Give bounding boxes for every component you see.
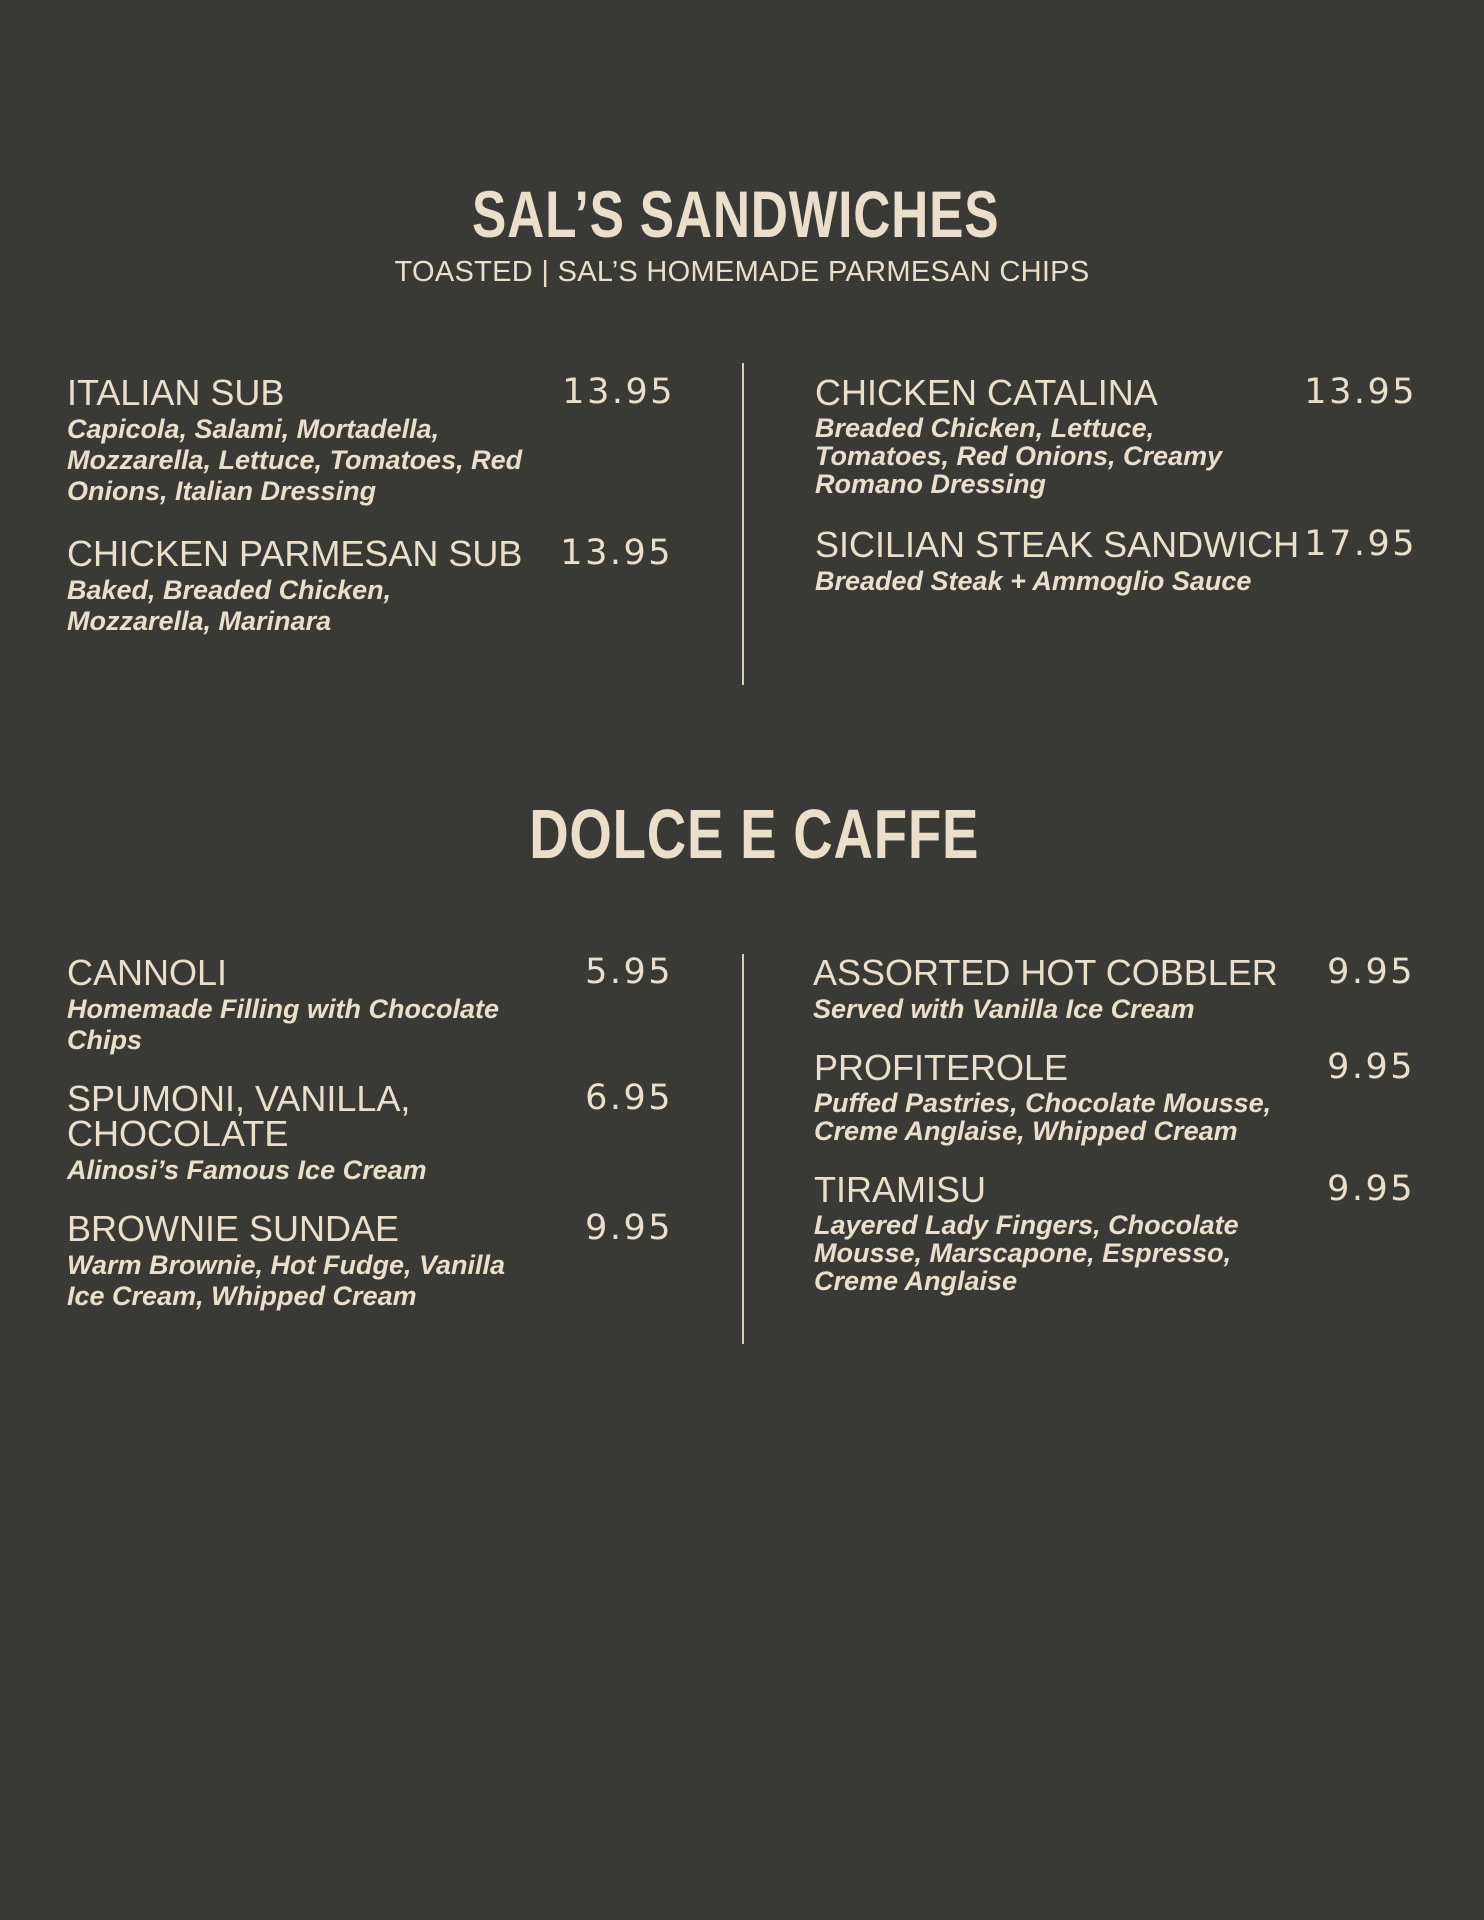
menu-item-italian-sub	[67, 372, 675, 507]
item-description: Puffed Pastries, Chocolate Mousse, Creme Anglaise, Whipped Cream	[814, 1088, 1272, 1146]
item-name: CHICKEN CATALINA	[815, 372, 1158, 413]
item-description: Breaded Steak + Ammoglio Sauce	[815, 566, 1252, 596]
item-description: Baked, Breaded Chicken, Mozzarella, Marinara	[67, 575, 392, 636]
item-name: ITALIAN SUB	[67, 372, 285, 413]
item-price: 5.95	[585, 952, 673, 992]
item-name: BROWNIE SUNDAE	[67, 1208, 400, 1249]
menu-item-chicken-catalina	[815, 372, 1417, 499]
item-description: Capicola, Salami, Mortadella, Mozzarella, Lettuce, Tomatoes, Red Onions, Italian Dressing	[67, 414, 523, 506]
dolce-title: DOLCE E CAFFE	[529, 795, 980, 873]
item-price: 6.95	[585, 1078, 673, 1118]
item-price: 17.95	[1304, 524, 1417, 564]
item-price: 13.95	[560, 533, 673, 573]
item-name: CANNOLI	[67, 952, 228, 993]
item-description: Alinosi’s Famous Ice Cream	[67, 1155, 427, 1185]
item-price: 9.95	[1327, 952, 1415, 992]
menu-item-cannoli	[67, 952, 673, 1056]
item-description: Warm Brownie, Hot Fudge, Vanilla Ice Cream, Whipped Cream	[67, 1250, 506, 1311]
sandwiches-column-divider	[742, 363, 744, 685]
menu-item-spumoni	[67, 1078, 673, 1186]
item-price: 9.95	[585, 1208, 673, 1248]
item-price: 13.95	[1304, 372, 1417, 412]
menu-item-profiterole	[814, 1047, 1415, 1146]
item-description: Served with Vanilla Ice Cream	[813, 994, 1195, 1024]
menu-item-sicilian-steak-sandwich	[815, 524, 1417, 597]
dolce-column-divider	[742, 954, 744, 1344]
item-description: Layered Lady Fingers, Chocolate Mousse, Marscapone, Espresso, Creme Anglaise	[814, 1210, 1239, 1296]
item-name: SICILIAN STEAK SANDWICH	[815, 524, 1300, 565]
item-name: PROFITEROLE	[814, 1047, 1069, 1088]
menu-item-assorted-hot-cobbler	[813, 952, 1415, 1025]
item-description: Breaded Chicken, Lettuce, Tomatoes, Red Onions, Creamy Romano Dressing	[815, 413, 1223, 499]
menu-item-chicken-parmesan-sub	[67, 533, 673, 637]
item-price: 9.95	[1327, 1047, 1415, 1087]
sandwiches-subtitle: TOASTED | SAL’S HOMEMADE PARMESAN CHIPS	[394, 256, 1090, 288]
menu-item-brownie-sundae	[67, 1208, 673, 1312]
item-price: 9.95	[1327, 1169, 1415, 1209]
menu-item-tiramisu	[814, 1169, 1415, 1296]
item-name: SPUMONI, VANILLA, CHOCOLATE	[67, 1078, 411, 1154]
item-name: CHICKEN PARMESAN SUB	[67, 533, 523, 574]
item-name: ASSORTED HOT COBBLER	[813, 952, 1278, 993]
sandwiches-title: SAL’S SANDWICHES	[472, 177, 1000, 251]
item-price: 13.95	[562, 372, 675, 412]
item-description: Homemade Filling with Chocolate Chips	[67, 994, 500, 1055]
item-name: TIRAMISU	[814, 1169, 987, 1210]
